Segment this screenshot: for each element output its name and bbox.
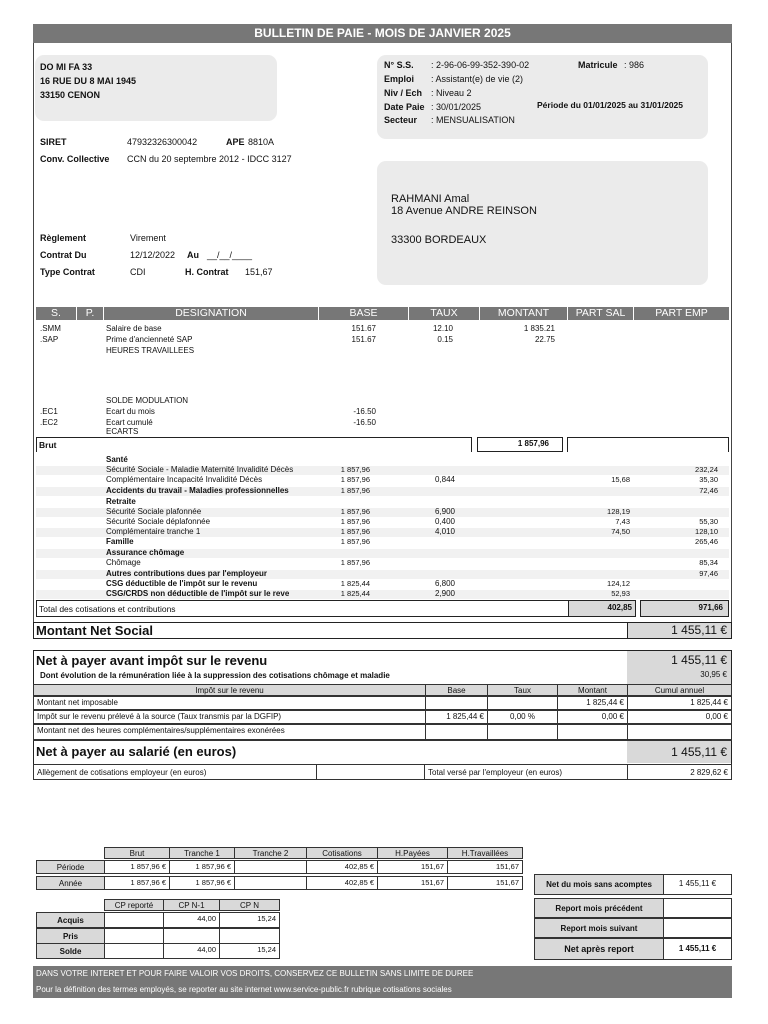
cotis-base: 1 825,44 [340, 579, 370, 588]
date-value: : 30/01/2025 [431, 102, 482, 112]
reglement-value: Virement [130, 233, 166, 243]
cumul-cell: 1 857,96 € [104, 876, 170, 890]
salary-code: .EC2 [40, 418, 58, 427]
cotis-base: 1 857,96 [340, 527, 370, 536]
brut-row [36, 437, 472, 452]
cotis-taux: 4,010 [434, 527, 455, 536]
employee-info-box [377, 55, 708, 139]
date-label: Date Paie [384, 102, 425, 112]
cumul-cell: 1 857,96 € [104, 860, 170, 874]
cotis-taux: 6,800 [434, 579, 455, 588]
cotis-sal: 15,68 [611, 475, 630, 484]
th-base: BASE [319, 307, 408, 320]
ape-label: APE [226, 137, 245, 147]
cumul-row-label: Période [36, 860, 105, 874]
cotis-label: Complémentaire Incapacité Invalidité Décès [106, 475, 263, 484]
th-designation: DESIGNATION [104, 307, 318, 320]
cotis-label: Famille [106, 537, 134, 546]
cotis-base: 1 857,96 [340, 537, 370, 546]
emploi-value: : Assistant(e) de vie (2) [431, 74, 524, 84]
cumul-cell: 151,67 [447, 876, 523, 890]
cotis-sal: 124,12 [607, 579, 630, 588]
th-montant: MONTANT [480, 307, 567, 320]
impot-row-montant: 0,00 € [557, 710, 628, 724]
cotis-emp: 35,30 [699, 475, 718, 484]
impot-th-base: Base [425, 684, 488, 696]
salary-label: HEURES TRAVAILLEES [106, 346, 195, 355]
ape-value: 8810A [248, 137, 275, 147]
th-s: S. [36, 307, 76, 320]
brut-label: Brut [39, 440, 57, 450]
salary-taux: 0.15 [437, 335, 453, 344]
matricule-value: : 986 [624, 60, 645, 70]
cp-cell [104, 928, 164, 944]
cotis-emp: 85,34 [699, 558, 718, 567]
impot-row-base [425, 696, 488, 710]
brut-value: 1 857,96 [517, 439, 549, 448]
impot-th-taux: Taux [487, 684, 558, 696]
evolution-label: Dont évolution de la rémunération liée à la suppression des cotisations chômage et maladie [40, 671, 390, 680]
salary-base: -16.50 [353, 407, 376, 416]
cotis-sal: 74,50 [611, 527, 630, 536]
secteur-label: Secteur [384, 115, 418, 125]
type-contrat-label: Type Contrat [40, 267, 95, 277]
payslip-title: BULLETIN DE PAIE - MOIS DE JANVIER 2025 [33, 24, 732, 43]
cotis-sal: 128,19 [607, 507, 630, 516]
footer [33, 966, 732, 998]
cotis-sal: 52,93 [611, 589, 630, 598]
cumul-cell [234, 876, 307, 890]
cotis-base: 1 857,96 [340, 507, 370, 516]
ss-label: N° S.S. [384, 60, 414, 70]
conv-value: CCN du 20 septembre 2012 - IDCC 3127 [127, 154, 292, 164]
salary-montant: 22.75 [534, 335, 555, 344]
cumul-header: Tranche 2 [234, 847, 307, 859]
au-label: Au [187, 250, 199, 260]
periode: Période du 01/01/2025 au 31/01/2025 [537, 100, 684, 110]
cotis-taux: 6,900 [434, 507, 455, 516]
impot-row-label: Impôt sur le revenu prélevé à la source (Taux transmis par la DGFIP) [33, 710, 426, 724]
cotis-label: Sécurité Sociale déplafonnée [106, 517, 211, 526]
secteur-value: : MENSUALISATION [431, 115, 515, 125]
cp-header: CP reporté [104, 899, 164, 911]
cotis-label: CSG déductible de l'impôt sur le revenu [106, 579, 258, 588]
net-avant-impot-label: Net à payer avant impôt sur le revenu [36, 653, 268, 668]
evolution-value: 30,95 € [700, 670, 727, 679]
impot-row-montant: 1 825,44 € [557, 696, 628, 710]
reglement-label: Règlement [40, 233, 87, 243]
impot-th-montant: Montant [557, 684, 628, 696]
th-part-emp: PART EMP [634, 307, 729, 320]
cumul-header: H.Payées [377, 847, 448, 859]
salary-label: Salaire de base [106, 324, 162, 333]
salary-code: .EC1 [40, 407, 58, 416]
impot-row-taux [487, 696, 558, 710]
cotis-label: Complémentaire tranche 1 [106, 527, 201, 536]
matricule-label: Matricule [578, 60, 618, 70]
recipient-street: 18 Avenue ANDRE REINSON [391, 205, 537, 217]
cp-cell [163, 928, 220, 944]
total-verse-label: Total versé par l'employeur (en euros) [424, 764, 628, 780]
cp-header: CP N-1 [163, 899, 220, 911]
net-social-value: 1 455,11 € [671, 623, 727, 637]
cotis-label: Santé [106, 455, 128, 464]
cotis-emp: 232,24 [695, 465, 718, 474]
cotis-taux: 2,900 [434, 589, 455, 598]
net-salarie-label: Net à payer au salarié (en euros) [36, 744, 237, 759]
cotis-taux: 0,400 [434, 517, 455, 526]
cp-row-label: Pris [36, 928, 105, 944]
niv-value: : Niveau 2 [431, 88, 472, 98]
cp-cell: 15,24 [219, 912, 280, 928]
cumul-cell: 402,85 € [306, 860, 378, 874]
conv-label: Conv. Collective [40, 154, 110, 164]
th-p: P. [77, 307, 103, 320]
employer-address2: 33150 CENON [40, 90, 101, 100]
cp-cell: 44,00 [163, 912, 220, 928]
impot-row-cumul: 0,00 € [627, 710, 732, 724]
th-part-sal: PART SAL [568, 307, 633, 320]
siret-value: 47932326300042 [127, 137, 198, 147]
salary-label: ECARTS [106, 427, 139, 436]
recipient-city: 33300 BORDEAUX [391, 234, 487, 246]
allegement-value [316, 764, 425, 780]
recipient-name: RAHMANI Amal [391, 193, 470, 205]
salary-label: SOLDE MODULATION [106, 396, 189, 405]
total-cotis-label: Total des cotisations et contributions [39, 604, 176, 614]
cp-cell [219, 928, 280, 944]
impot-row-base: 1 825,44 € [425, 710, 488, 724]
brut-right [567, 437, 729, 452]
impot-row-montant [557, 724, 628, 740]
salary-label: Ecart cumulé [106, 418, 153, 427]
impot-row-taux [487, 724, 558, 740]
cotis-label: Accidents du travail - Maladies professionnelles [106, 486, 289, 495]
cotis-base: 1 857,96 [340, 486, 370, 495]
impot-row-cumul: 1 825,44 € [627, 696, 732, 710]
th-taux: TAUX [409, 307, 479, 320]
cotis-base: 1 857,96 [340, 517, 370, 526]
cotis-taux: 0,844 [434, 475, 455, 484]
niv-label: Niv / Ech [384, 88, 423, 98]
cp-cell [104, 912, 164, 928]
net-avant-impot-value: 1 455,11 € [671, 653, 727, 667]
impot-row-label: Montant net imposable [33, 696, 426, 710]
cotis-label: Sécurité Sociale plafonnée [106, 507, 202, 516]
salary-montant: 1 835.21 [523, 324, 555, 333]
cp-row-label: Acquis [36, 912, 105, 928]
total-cotis-sal: 402,85 [607, 603, 632, 612]
cumul-cell: 151,67 [377, 860, 448, 874]
h-contrat-value: 151,67 [245, 267, 273, 277]
cp-cell: 44,00 [163, 943, 220, 959]
impot-row-taux: 0,00 % [487, 710, 558, 724]
cotis-label: Retraite [106, 497, 136, 506]
cumul-cell: 1 857,96 € [169, 860, 235, 874]
net-social-label: Montant Net Social [36, 623, 154, 638]
cumul-header: Brut [104, 847, 170, 859]
salary-taux: 12.10 [432, 324, 453, 333]
cotis-sal: 7,43 [615, 517, 630, 526]
impot-row-base [425, 724, 488, 740]
net-sans-acomptes-label: Net du mois sans acomptes [534, 874, 664, 895]
salary-code: .SAP [40, 335, 59, 344]
net-apres-report-label: Net après report [534, 938, 664, 960]
cotis-base: 1 825,44 [340, 589, 370, 598]
cp-cell: 15,24 [219, 943, 280, 959]
cumul-header: Tranche 1 [169, 847, 235, 859]
impot-row-label: Montant net des heures complémentaires/supplémentaires exonérées [33, 724, 426, 740]
cotis-base: 1 857,96 [340, 465, 370, 474]
impot-row-cumul [627, 724, 732, 740]
report-suivant-label: Report mois suivant [534, 918, 664, 938]
cumul-cell [234, 860, 307, 874]
siret-label: SIRET [40, 137, 67, 147]
cotis-emp: 72,46 [699, 486, 718, 495]
net-sans-acomptes-value: 1 455,11 € [663, 874, 732, 895]
report-suivant-value [663, 918, 732, 938]
cp-row-label: Solde [36, 943, 105, 959]
cumul-header: Cotisations [306, 847, 378, 859]
salary-label: Ecart du mois [106, 407, 155, 416]
contrat-label: Contrat Du [40, 250, 87, 260]
cotis-label: CSG/CRDS non déductible de l'impôt sur le reve [106, 589, 290, 598]
cotis-label: Autres contributions dues par l'employeur [106, 569, 268, 578]
salary-label: Prime d'ancienneté SAP [106, 335, 193, 344]
report-precedent-label: Report mois précédent [534, 898, 664, 918]
cp-header: CP N [219, 899, 280, 911]
salary-base: 151.67 [351, 335, 376, 344]
cotis-emp: 55,30 [699, 517, 718, 526]
footer-line1: DANS VOTRE INTERET ET POUR FAIRE VALOIR VOS DROITS, CONSERVEZ CE BULLETIN SANS LIMITE DE DUREE [36, 969, 474, 978]
cotis-label: Chômage [106, 558, 141, 567]
cotis-label: Sécurité Sociale - Maladie Maternité Invalidité Décès [106, 465, 294, 474]
salary-base: -16.50 [353, 418, 376, 427]
contrat-value: 12/12/2022 [130, 250, 176, 260]
type-contrat-value: CDI [130, 267, 146, 277]
footer-line2: Pour la définition des termes employés, se reporter au site internet www.service-public.fr rubrique cotisations sociales [36, 985, 452, 994]
cumul-cell: 402,85 € [306, 876, 378, 890]
allegement-label: Allègement de cotisations employeur (en euros) [33, 764, 317, 780]
cotis-emp: 128,10 [695, 527, 718, 536]
cumul-cell: 1 857,96 € [169, 876, 235, 890]
total-verse-value: 2 829,62 € [627, 764, 732, 780]
cumul-cell: 151,67 [447, 860, 523, 874]
cotis-base: 1 857,96 [340, 558, 370, 567]
emploi-label: Emploi [384, 74, 415, 84]
ss-value: : 2-96-06-99-352-390-02 [431, 60, 530, 70]
cumul-row-label: Année [36, 876, 105, 890]
au-value: __/__/____ [207, 250, 253, 260]
employer-name: DO MI FA 33 [40, 62, 93, 72]
h-contrat-label: H. Contrat [185, 267, 229, 277]
cotis-emp: 265,46 [695, 537, 718, 546]
net-apres-report-value: 1 455,11 € [663, 938, 732, 960]
total-cotis-emp: 971,66 [698, 603, 723, 612]
cotis-emp: 97,46 [699, 569, 718, 578]
employer-address1: 16 RUE DU 8 MAI 1945 [40, 76, 137, 86]
address-box [377, 161, 708, 285]
salary-base: 151.67 [351, 324, 376, 333]
cp-cell [104, 943, 164, 959]
impot-th-label: Impôt sur le revenu [33, 684, 426, 696]
cotis-label: Assurance chômage [106, 548, 185, 557]
cotis-base: 1 857,96 [340, 475, 370, 484]
cumul-cell: 151,67 [377, 876, 448, 890]
net-salarie-value: 1 455,11 € [671, 745, 727, 759]
report-precedent-value [663, 898, 732, 918]
salary-code: .SMM [40, 324, 61, 333]
impot-th-cumul: Cumul annuel [627, 684, 732, 696]
cumul-header: H.Travaillées [447, 847, 523, 859]
